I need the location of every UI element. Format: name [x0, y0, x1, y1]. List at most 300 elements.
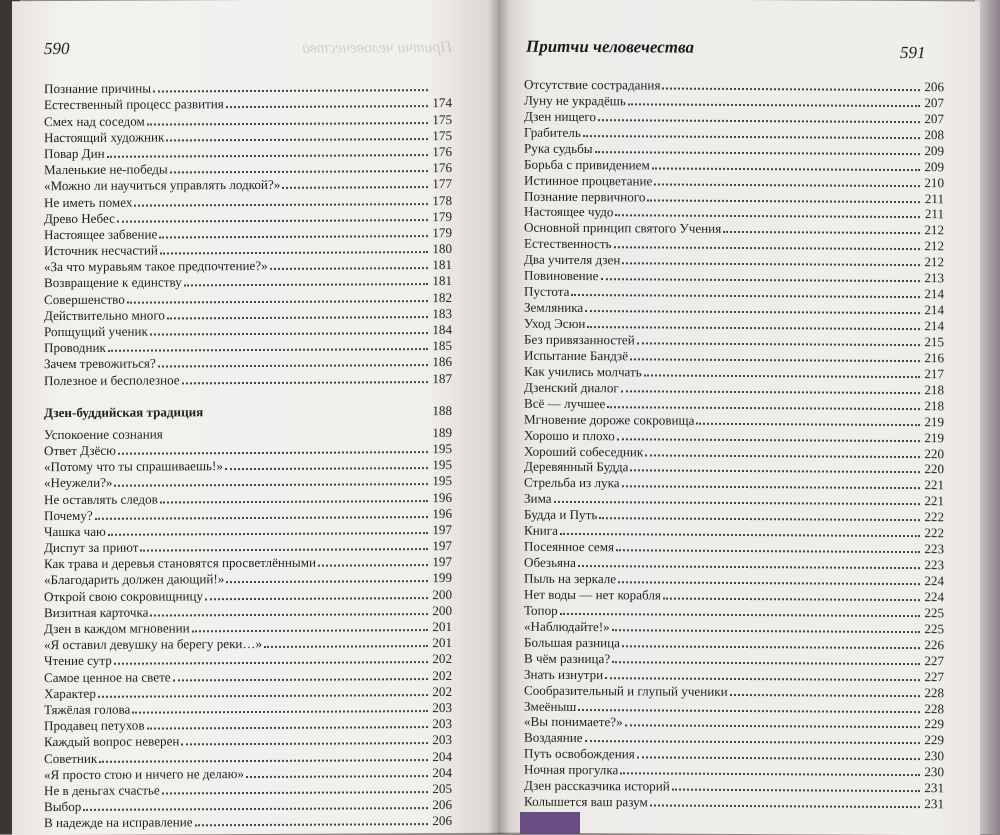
- toc-entry-title: Советник: [44, 750, 97, 765]
- toc-entry-page: 211: [922, 191, 944, 206]
- toc-entry-title: Совершенство: [44, 291, 125, 306]
- toc-entry-title: Дзен-буддийская традиция: [44, 404, 203, 420]
- book-gutter: [488, 0, 510, 834]
- toc-entry-page: 212: [922, 222, 944, 237]
- toc-entry: [524, 251, 944, 270]
- dot-leader: [614, 246, 920, 251]
- toc-entry-page: 219: [922, 430, 944, 445]
- toc-entry-title: Ропщущий ученик: [44, 324, 148, 340]
- toc-entry-title: Зима: [524, 491, 552, 506]
- dot-leader: [630, 469, 920, 474]
- dot-leader: [662, 86, 920, 91]
- toc-entry-page: 222: [922, 525, 944, 540]
- toc-entry-title: Отсутствие сострадания: [524, 77, 660, 93]
- toc-entry-title: Будда и Путь: [524, 507, 597, 522]
- running-title: Притчи человечества: [526, 37, 694, 58]
- toc-entry-page: 216: [922, 350, 944, 365]
- toc-entry-title: Повар Дин: [44, 146, 105, 161]
- toc-entry-page: 195: [430, 441, 452, 456]
- right-page-number: 591: [900, 43, 926, 63]
- dot-leader: [663, 596, 920, 601]
- toc-entry-title: Действительно много: [44, 307, 165, 323]
- toc-entry-page: 207: [922, 95, 944, 110]
- dot-leader: [158, 363, 428, 367]
- toc-entry: [524, 187, 944, 206]
- toc-entry-title: Маленькие не-победы: [44, 162, 168, 178]
- dot-leader: [630, 357, 920, 362]
- dot-leader: [225, 466, 428, 470]
- toc-list-right: [524, 76, 944, 812]
- toc-entry-title: Путь освобождения: [524, 746, 635, 762]
- dot-leader: [622, 644, 920, 649]
- dot-leader: [578, 708, 920, 713]
- toc-entry: [524, 410, 944, 429]
- toc-entry-page: 219: [922, 414, 944, 429]
- book-cover-edge: [520, 812, 580, 834]
- dot-leader: [147, 121, 428, 125]
- dot-leader: [560, 612, 920, 617]
- toc-entry-title: «Я просто стою и ничего не делаю»: [44, 766, 244, 782]
- toc-entry-title: Полезное и бесполезное: [44, 372, 180, 388]
- toc-entry-page: 223: [922, 541, 944, 556]
- dot-leader: [621, 389, 920, 394]
- dot-leader: [615, 214, 920, 219]
- toc-entry-title: Характер: [44, 686, 96, 701]
- dot-leader: [696, 421, 920, 425]
- toc-entry-title: Не оставлять следов: [44, 491, 158, 507]
- toc-entry: [524, 203, 944, 222]
- toc-entry: [524, 92, 944, 111]
- left-page: [12, 0, 498, 835]
- toc-entry: [524, 108, 944, 127]
- dot-leader: [282, 185, 428, 189]
- dot-leader: [127, 299, 428, 304]
- toc-entry-page: 231: [922, 796, 944, 811]
- toc-entry-page: 200: [430, 587, 452, 602]
- toc-entry-title: Ответ Дзёсю: [44, 443, 116, 458]
- toc-entry-title: Рука судьбы: [524, 140, 593, 155]
- toc-entry-title: Настоящее забвение: [44, 226, 157, 242]
- toc-entry: [524, 171, 944, 190]
- toc-entry-page: 202: [430, 668, 452, 683]
- toc-entry-page: 179: [430, 209, 452, 224]
- toc-entry-page: 203: [430, 716, 452, 731]
- toc-entry-page: 230: [922, 748, 944, 763]
- toc-entry-page: 197: [430, 554, 452, 569]
- toc-entry-title: Как трава и деревья становятся просветлёнными: [44, 555, 316, 571]
- dot-leader: [637, 341, 920, 346]
- toc-entry-title: «Вы понимаете?»: [524, 714, 623, 730]
- toc-entry-title: Топор: [524, 603, 558, 618]
- toc-entry-page: 218: [922, 398, 944, 413]
- toc-entry: [524, 570, 944, 589]
- toc-entry: [524, 713, 944, 732]
- toc-entry-page: 183: [430, 306, 452, 321]
- toc-entry-title: Самое ценное на свете: [44, 669, 171, 685]
- toc-entry: [524, 331, 944, 350]
- right-page: [498, 0, 980, 835]
- toc-entry-page: 197: [430, 522, 452, 537]
- toc-entry-page: 205: [430, 781, 452, 796]
- dot-leader: [672, 788, 920, 793]
- dot-leader: [170, 169, 428, 173]
- toc-entry-page: 224: [922, 573, 944, 588]
- toc-entry-title: Пустота: [524, 284, 569, 299]
- dot-leader: [114, 660, 428, 665]
- toc-entry-title: Проводник: [44, 340, 106, 355]
- dot-leader: [83, 806, 428, 811]
- toc-entry-page: 225: [922, 605, 944, 620]
- dot-leader: [598, 118, 920, 123]
- toc-entry: [524, 538, 944, 557]
- dot-leader: [637, 756, 920, 761]
- toc-entry-page: 203: [430, 732, 452, 747]
- toc-entry: [524, 586, 944, 605]
- dot-leader: [153, 88, 428, 92]
- toc-entry-title: Тяжёлая голова: [44, 702, 130, 717]
- toc-entry-page: 195: [430, 473, 452, 488]
- dot-leader: [571, 293, 920, 298]
- dot-leader: [195, 822, 428, 826]
- toc-entry-page: 229: [922, 732, 944, 747]
- toc-entry-title: Основной принцип святого Учения: [524, 220, 721, 236]
- dot-leader: [226, 580, 428, 584]
- toc-entry: [524, 219, 944, 238]
- dot-leader: [117, 218, 428, 223]
- toc-entry-title: Ночная прогулка: [524, 762, 618, 778]
- toc-entry-page: 212: [922, 254, 944, 269]
- toc-entry-page: 180: [430, 241, 452, 256]
- toc-entry-title: В надежде на исправление: [44, 815, 193, 831]
- toc-entry-title: Продавец петухов: [44, 718, 145, 734]
- toc-entry-title: Грабитель: [524, 124, 581, 139]
- dot-leader: [95, 515, 428, 520]
- toc-entry: [524, 363, 944, 382]
- toc-entry-page: 177: [430, 176, 452, 191]
- toc-entry-title: Почему?: [44, 508, 93, 523]
- toc-entry-title: Посеянное семя: [524, 539, 614, 555]
- toc-entry-page: 218: [922, 382, 944, 397]
- toc-entry-page: 181: [430, 257, 452, 272]
- dot-leader: [578, 564, 920, 569]
- left-page-number: 590: [44, 39, 70, 59]
- dot-leader: [723, 230, 920, 234]
- dot-leader: [150, 331, 428, 335]
- dot-leader: [160, 499, 428, 503]
- toc-entry-title: Луну не украдёшь: [524, 93, 626, 109]
- dot-leader: [612, 628, 920, 633]
- toc-entry-page: 214: [922, 286, 944, 301]
- dot-leader: [650, 804, 920, 809]
- toc-entry-page: 214: [922, 318, 944, 333]
- dot-leader: [205, 414, 428, 416]
- toc-entry-page: 178: [430, 192, 452, 207]
- toc-entry-page: 202: [430, 651, 452, 666]
- toc-entry-page: 225: [922, 621, 944, 636]
- toc-entry-page: 196: [430, 506, 452, 521]
- dot-leader: [730, 693, 920, 697]
- toc-entry-page: 228: [922, 685, 944, 700]
- dot-leader: [585, 739, 920, 744]
- toc-entry-title: Чашка чаю: [44, 524, 106, 539]
- toc-entry-page: 184: [430, 322, 452, 337]
- dot-leader: [645, 453, 920, 458]
- toc-entry-page: 217: [922, 366, 944, 381]
- dot-leader: [160, 250, 428, 254]
- dot-leader: [264, 644, 428, 648]
- dot-leader: [162, 790, 428, 794]
- toc-entry-page: 188: [430, 403, 452, 418]
- toc-entry-title: «Я оставил девушку на берегу реки…»: [44, 636, 262, 652]
- toc-entry-title: Не иметь помех: [44, 194, 132, 209]
- dot-leader: [173, 677, 428, 681]
- dot-leader: [147, 725, 428, 729]
- toc-entry-title: В чём разница?: [524, 650, 610, 666]
- toc-entry-title: «Можно ли научиться управлять лодкой?»: [44, 177, 280, 193]
- toc-entry-page: 206: [430, 797, 452, 812]
- toc-entry-title: Дзен в каждом мгновении: [44, 620, 190, 636]
- toc-entry: [44, 369, 452, 387]
- toc-entry: [524, 458, 944, 477]
- toc-entry: [524, 777, 944, 796]
- dot-leader: [182, 380, 428, 384]
- toc-entry-title: Дзенский диалог: [524, 379, 619, 395]
- toc-entry-title: Источник несчастий: [44, 243, 158, 259]
- dot-leader: [150, 612, 428, 616]
- toc-entry-title: Естественный процесс развития: [44, 97, 224, 113]
- dot-leader: [560, 532, 920, 537]
- dot-leader: [628, 102, 920, 107]
- dot-leader: [98, 693, 428, 698]
- toc-entry: [524, 506, 944, 525]
- dot-leader: [184, 283, 428, 287]
- toc-entry: [524, 745, 944, 764]
- toc-entry-page: 222: [922, 509, 944, 524]
- toc-entry-page: 221: [922, 477, 944, 492]
- toc-entry-page: 227: [922, 669, 944, 684]
- toc-entry-page: 182: [430, 290, 452, 305]
- toc-entry-page: 204: [430, 748, 452, 763]
- toc-entry-title: Успокоение сознания: [44, 426, 163, 442]
- toc-entry-title: Естественность: [524, 236, 612, 252]
- toc-entry: [524, 139, 944, 158]
- toc-entry-page: 203: [430, 700, 452, 715]
- toc-entry-title: «Неужели?»: [44, 475, 112, 490]
- toc-entry-title: Дзен нищего: [524, 108, 596, 123]
- toc-entry-title: Повиновение: [524, 268, 599, 283]
- dot-leader: [140, 547, 428, 552]
- toc-entry-page: 179: [430, 225, 452, 240]
- toc-entry-title: Без привязанностей: [524, 332, 635, 348]
- toc-entry-page: 230: [922, 764, 944, 779]
- toc-section-heading: [44, 394, 452, 420]
- dot-leader: [270, 266, 428, 270]
- toc-entry-title: Хороший собеседник: [524, 443, 643, 459]
- dot-leader: [620, 772, 920, 777]
- toc-list-left: [44, 78, 452, 830]
- toc-entry: [524, 681, 944, 700]
- toc-entry-title: Хорошо и плохо: [524, 427, 615, 443]
- toc-entry: [524, 267, 944, 286]
- toc-entry-page: 202: [430, 684, 452, 699]
- toc-entry-title: Знать изнутри: [524, 666, 603, 681]
- toc-entry-page: 206: [430, 813, 452, 828]
- dot-leader: [132, 709, 428, 714]
- toc-entry-page: 176: [430, 160, 452, 175]
- dot-leader: [647, 198, 920, 203]
- toc-entry-page: 185: [430, 338, 452, 353]
- toc-entry-page: 229: [922, 717, 944, 732]
- toc-entry-page: 224: [922, 589, 944, 604]
- dot-leader: [118, 450, 428, 455]
- dot-leader: [625, 724, 920, 729]
- toc-entry-page: 220: [922, 446, 944, 461]
- toc-entry-title: Зачем тревожиться?: [44, 356, 156, 372]
- toc-entry-title: Обезьяна: [524, 555, 576, 570]
- toc-entry-title: Пыль на зеркале: [524, 571, 616, 587]
- bleed-through-text: Притчи человечества: [302, 39, 452, 58]
- toc-entry-page: 174: [430, 95, 452, 110]
- dot-leader: [644, 373, 920, 378]
- toc-entry-title: Визитная карточка: [44, 604, 148, 620]
- toc-entry-page: 201: [430, 619, 452, 634]
- toc-entry-page: 175: [430, 112, 452, 127]
- toc-entry-page: 231: [922, 780, 944, 795]
- toc-entry-page: 209: [922, 143, 944, 158]
- toc-entry-title: Стрельба из лука: [524, 475, 620, 491]
- toc-entry-title: Познание первичного: [524, 188, 645, 204]
- dot-leader: [165, 436, 428, 438]
- toc-entry-page: 223: [922, 557, 944, 572]
- toc-entry-title: Книга: [524, 523, 558, 538]
- toc-entry-page: 204: [430, 765, 452, 780]
- toc-entry-title: Деревянный Будда: [524, 459, 628, 475]
- dot-leader: [114, 482, 428, 487]
- toc-entry: [524, 235, 944, 254]
- toc-entry-page: 214: [922, 302, 944, 317]
- dot-leader: [587, 325, 920, 330]
- toc-entry-title: Настоящее чудо: [524, 204, 613, 220]
- dot-leader: [595, 150, 920, 155]
- toc-entry-page: 209: [922, 159, 944, 174]
- toc-entry-page: 176: [430, 144, 452, 159]
- toc-entry-title: Сообразительный и глупый ученики: [524, 682, 728, 698]
- toc-entry: [524, 761, 944, 780]
- dot-leader: [652, 166, 920, 171]
- toc-entry-title: Змеёныш: [524, 698, 576, 713]
- dot-leader: [167, 315, 428, 319]
- toc-entry-title: Большая разница: [524, 634, 620, 650]
- dot-leader: [601, 277, 921, 282]
- dot-leader: [246, 774, 428, 778]
- toc-entry: [524, 155, 944, 174]
- toc-entry-title: Борьба с привидением: [524, 156, 650, 172]
- dot-leader: [99, 758, 428, 763]
- dot-leader: [108, 347, 428, 352]
- dot-leader: [618, 580, 920, 585]
- toc-entry-page: 187: [430, 371, 452, 386]
- toc-entry-page: 212: [922, 238, 944, 253]
- toc-entry-page: 228: [922, 701, 944, 716]
- dot-leader: [622, 262, 920, 267]
- dot-leader: [107, 153, 428, 158]
- toc-entry: [524, 76, 944, 95]
- toc-entry-page: 221: [922, 493, 944, 508]
- dot-leader: [585, 309, 920, 314]
- toc-entry-title: «Потому что ты спрашиваешь!»: [44, 458, 223, 474]
- toc-entry-title: Всё — лучшее: [524, 395, 605, 410]
- toc-entry-title: Выбор: [44, 799, 81, 814]
- toc-entry: [524, 793, 944, 812]
- toc-entry-title: «Благодарить должен дающий!»: [44, 572, 224, 588]
- toc-entry: [524, 633, 944, 652]
- toc-entry-title: Возвращение к единству: [44, 275, 182, 291]
- dot-leader: [605, 676, 920, 681]
- dot-leader: [181, 741, 428, 745]
- toc-entry-title: Древо Небес: [44, 210, 115, 225]
- toc-entry: [524, 474, 944, 493]
- toc-entry: [524, 378, 944, 397]
- dot-leader: [554, 500, 920, 505]
- toc-entry-page: 207: [922, 111, 944, 126]
- toc-entry-page: 200: [430, 603, 452, 618]
- dot-leader: [166, 137, 428, 141]
- dot-leader: [599, 516, 920, 521]
- toc-entry: [524, 347, 944, 366]
- toc-entry-page: 215: [922, 334, 944, 349]
- toc-entry: [524, 618, 944, 637]
- toc-entry-page: 206: [922, 79, 944, 94]
- dot-leader: [108, 531, 428, 536]
- toc-entry-title: «За что муравьям такое предпочтение?»: [44, 258, 268, 274]
- toc-entry-page: 197: [430, 538, 452, 553]
- dot-leader: [617, 437, 920, 442]
- toc-entry-title: Чтение сутр: [44, 653, 112, 668]
- toc-entry-page: 186: [430, 354, 452, 369]
- toc-entry-page: 175: [430, 128, 452, 143]
- toc-entry-title: Открой свою сокровищницу: [44, 588, 203, 604]
- dot-leader: [607, 405, 920, 410]
- toc-entry-title: Уход Эсюн: [524, 316, 585, 331]
- dot-leader: [612, 660, 920, 665]
- dot-leader: [192, 628, 428, 632]
- toc-entry-title: Мгновение дороже сокровища: [524, 411, 694, 427]
- toc-entry-title: Дзен рассказчика историй: [524, 778, 670, 794]
- toc-entry-title: Как учились молчать: [524, 363, 642, 379]
- dot-leader: [159, 234, 428, 238]
- toc-entry-page: 208: [922, 127, 944, 142]
- toc-entry-title: Земляника: [524, 300, 583, 315]
- toc-entry-page: 181: [430, 273, 452, 288]
- toc-entry-title: Каждый вопрос неверен: [44, 734, 179, 750]
- toc-entry: [524, 426, 944, 445]
- toc-entry-title: Воздаяние: [524, 730, 583, 745]
- toc-entry: [524, 649, 944, 668]
- toc-entry-title: Колышется ваш разум: [524, 794, 648, 810]
- dot-leader: [318, 563, 428, 567]
- toc-entry-page: 211: [922, 207, 944, 222]
- toc-entry-page: 227: [922, 653, 944, 668]
- toc-entry-title: Нет воды — нет корабля: [524, 587, 661, 603]
- dot-leader: [654, 182, 920, 187]
- toc-entry-title: Два учителя дзен: [524, 252, 620, 268]
- toc-entry-page: 226: [922, 637, 944, 652]
- toc-entry-page: 201: [430, 635, 452, 650]
- toc-entry-title: Истинное процветание: [524, 172, 652, 188]
- toc-entry: [524, 442, 944, 461]
- dot-leader: [205, 596, 428, 600]
- dot-leader: [622, 485, 920, 490]
